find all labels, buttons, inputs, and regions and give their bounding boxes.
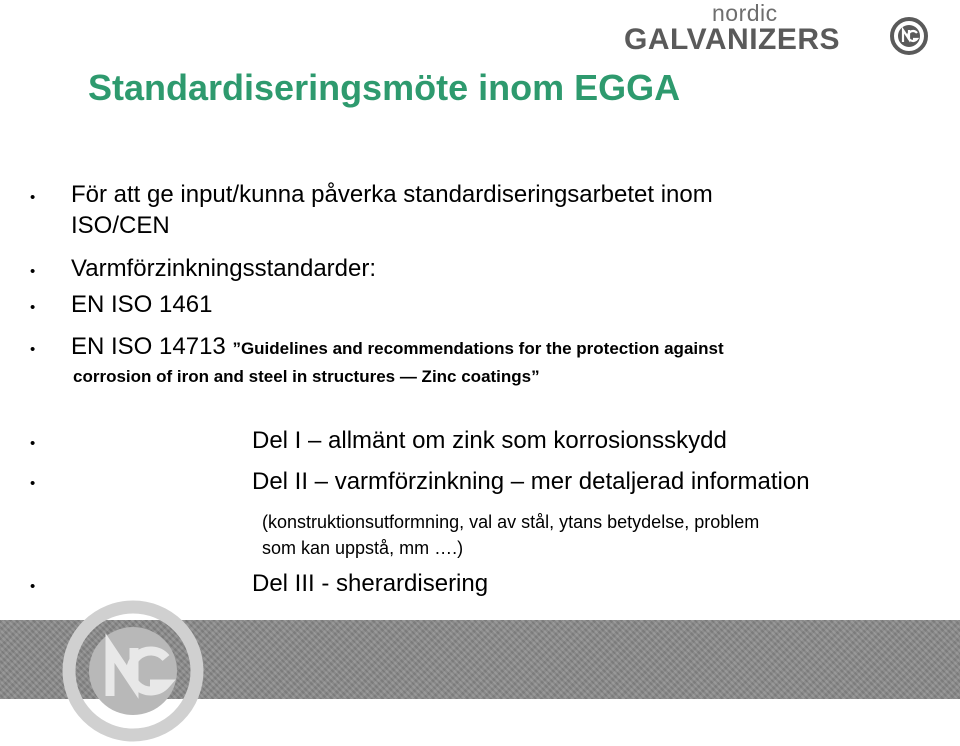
bullet-glyph: •: [30, 435, 36, 452]
bullet-glyph: •: [30, 341, 36, 358]
sub-bullet-note: som kan uppstå, mm ….): [262, 538, 464, 558]
bullet-text: [71, 332, 724, 364]
bullet-text: Varmförzinkningsstandarder:: [71, 255, 377, 282]
nordic-galvanizers-logo: [624, 0, 954, 58]
slide-title: Standardiseringsmöte inom EGGA: [88, 67, 681, 108]
bullet-glyph: •: [30, 578, 36, 595]
bullet-glyph: •: [30, 189, 36, 206]
logo-galvanizers-text: GALVANIZERS: [624, 23, 841, 56]
sub-bullet-text: Del I – allmänt om zink som korrosionsskydd: [252, 427, 727, 454]
sub-bullet-text: Del III - sherardisering: [252, 570, 489, 597]
standard-title-continued: corrosion of iron and steel in structures — Zinc coatings”: [73, 367, 540, 386]
standard-title: ”Guidelines and recommendations for the protection against: [232, 339, 724, 358]
standard-code: EN ISO 14713: [71, 333, 233, 360]
bullet-glyph: •: [30, 299, 36, 316]
ng-badge-icon: [890, 17, 928, 55]
sub-bullet-note: (konstruktionsutformning, val av stål, ytans betydelse, problem: [262, 512, 760, 532]
bullet-glyph: •: [30, 263, 36, 280]
logo-nordic-text: nordic: [712, 0, 778, 26]
bullet-text: För att ge input/kunna påverka standardiseringsarbetet inom: [71, 181, 713, 208]
bullet-text: ISO/CEN: [71, 212, 170, 239]
bullet-text: EN ISO 1461: [71, 291, 213, 318]
sub-bullet-text: Del II – varmförzinkning – mer detaljerad information: [252, 468, 810, 495]
ng-watermark-icon: [58, 596, 208, 746]
bullet-glyph: •: [30, 475, 36, 492]
